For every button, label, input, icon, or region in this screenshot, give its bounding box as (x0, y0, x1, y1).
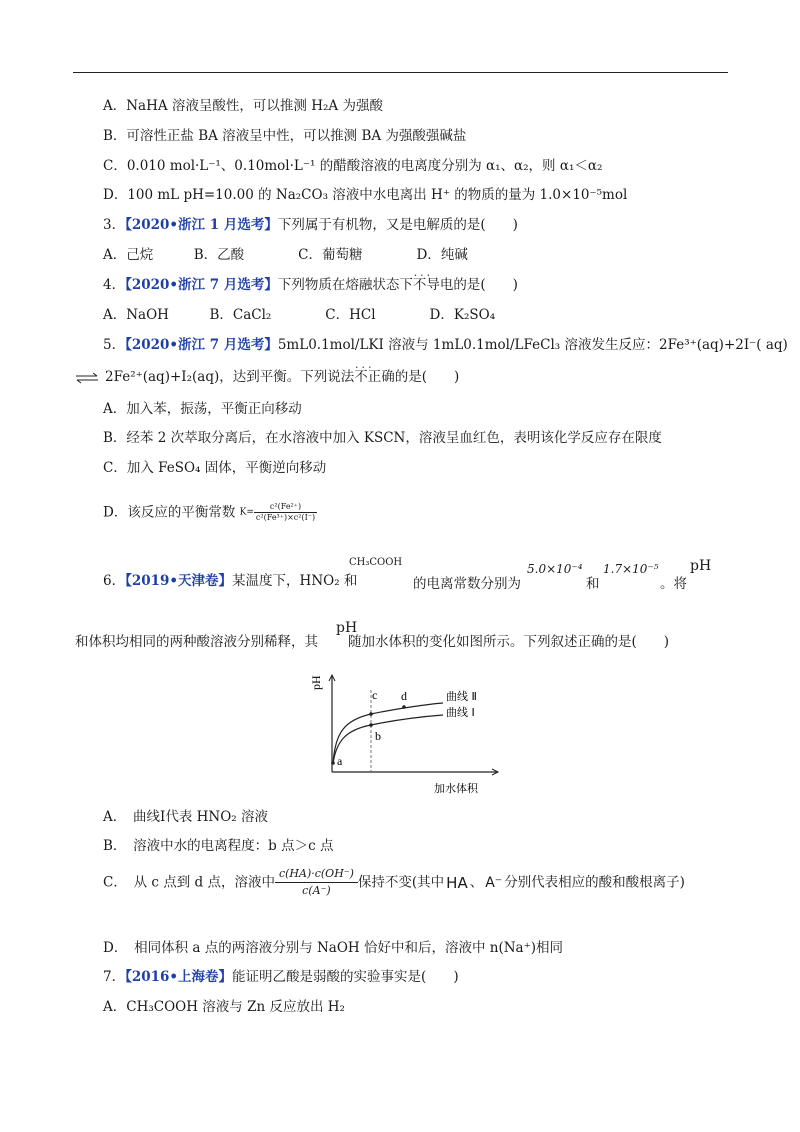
q6-stem-c: 。将 (660, 576, 687, 592)
q6c-text-a: C． 从 c 点到 d 点，溶液中 (103, 874, 275, 891)
q6c-denominator: c(A⁻) (302, 884, 331, 897)
point-b-label: b (375, 729, 381, 743)
y-axis-label: pH (309, 675, 323, 690)
question-4 (103, 276, 518, 294)
q6-stem-a: 某温度下，HNO₂ 和 (232, 573, 358, 589)
q5-stem-line-2 (75, 368, 459, 386)
q6-number: 6． (103, 573, 126, 589)
header-rule (73, 72, 728, 73)
q6-stem-e: 随加水体积的变化如图所示。下列叙述正确的是( ) (348, 634, 670, 650)
ph-dilution-svg (300, 672, 505, 797)
q5-equation-end: 2Fe²⁺(aq)+I₂(aq)，达到平衡。下列说法 (105, 369, 355, 385)
q7-source-tag: 【2016•上海卷】 (125, 969, 233, 985)
q6-ka-hno2: 5.0×10⁻⁴ (527, 562, 583, 576)
q6-stem-d: 和体积均相同的两种酸溶液分别稀释，其 (75, 634, 318, 650)
x-axis-label: 加水体积 (434, 782, 478, 795)
question-6 (103, 572, 357, 590)
question-3 (103, 216, 518, 234)
q2-option-b: B．可溶性正盐 BA 溶液呈中性，可以推测 BA 为强酸强碱盐 (103, 128, 467, 144)
q4-number: 4． (103, 277, 126, 293)
ph-dilution-figure (300, 672, 505, 797)
curve-1-label: 曲线 Ⅰ (446, 706, 475, 719)
q6-and: 和 (586, 576, 600, 592)
q3-source-tag: 【2020•浙江 1 月选考】 (125, 217, 278, 233)
q4-stem-a: 下列物质在熔融状态下 (277, 277, 413, 293)
q5-option-c: C．加入 FeSO₄ 固体，平衡逆向移动 (103, 460, 327, 476)
q6-source-tag: 【2019•天津卷】 (125, 573, 233, 589)
point-c-label: c (372, 688, 378, 702)
q4-options: A．NaOH B．CaCl₂ C．HCl D．K₂SO₄ (103, 307, 496, 323)
equilibrium-constant-fraction (254, 502, 317, 523)
q5d-k-label: K= (239, 507, 254, 518)
q3-stem: 下列属于有机物，又是电解质的是( ) (277, 217, 518, 233)
curve-2-label: 曲线 Ⅱ (446, 690, 477, 703)
q4-stem-b: 的是( ) (453, 277, 518, 293)
q2-option-d: D．100 mL pH=10.00 的 Na₂CO₃ 溶液中水电离出 H⁺ 的物质的量为 1.0×10⁻⁵mol (103, 187, 628, 203)
q6-stem-line-2 (75, 633, 669, 651)
q6-option-d: D． 相同体积 a 点的两溶液分别与 NaOH 恰好中和后，溶液中 n(Na⁺)相同 (103, 940, 563, 956)
point-d-label: d (401, 689, 407, 703)
q7-option-a: A．CH₃COOH 溶液与 Zn 反应放出 H₂ (103, 999, 345, 1015)
equilibrium-arrow-icon (75, 372, 99, 384)
q5-emphasis: • • • 不正确 (354, 369, 395, 385)
q5-option-d (103, 502, 317, 523)
q6c-fraction (275, 866, 358, 899)
q6c-text-c: 分别代表相应的酸和酸根离子) (504, 874, 685, 891)
q4-emphasis: • • • 不导电 (413, 277, 454, 293)
q6-ph-2: pH (336, 620, 358, 636)
k-numerator: c²(Fe²⁺) (254, 502, 317, 513)
question-5 (103, 336, 788, 354)
q3-number: 3． (103, 217, 126, 233)
k-denominator: c²(Fe³⁺)×c²(I⁻) (255, 513, 316, 522)
point-c (369, 712, 373, 716)
q6-option-c (103, 866, 685, 899)
q2-option-a: A．NaHA 溶液呈酸性，可以推测 H₂A 为强酸 (103, 98, 383, 114)
q5d-text: D．该反应的平衡常数 (103, 504, 236, 521)
q6-ph-1: pH (690, 558, 712, 574)
q2-option-c: C．0.010 mol·L⁻¹、0.10mol·L⁻¹ 的醋酸溶液的电离度分别为 α₁、α₂，则 α₁＜α₂ (103, 158, 603, 174)
point-a-label: a (337, 754, 343, 768)
ch3cooh-formula: CH₃COOH (349, 557, 403, 568)
q5-source-tag: 【2020•浙江 7 月选考】 (125, 337, 278, 353)
point-b (369, 723, 373, 727)
q5-stem: 5mL0.1mol/LKI 溶液与 1mL0.1mol/LFeCl₃ 溶液发生反应：2Fe³⁺(aq)+2I⁻( aq) (277, 337, 788, 353)
q6-stem-b: 的电离常数分别为 (413, 576, 521, 592)
q6-option-b: B． 溶液中水的电离程度：b 点＞c 点 (103, 838, 334, 854)
q6c-separator: 、 (469, 874, 484, 891)
point-d (402, 705, 406, 709)
q3-options: A．己烷 B．乙酸 C．葡萄糖 D．纯碱 (103, 247, 468, 263)
q7-stem: 能证明乙酸是弱酸的实验事实是( ) (232, 969, 459, 985)
q6-option-a: A． 曲线Ⅰ代表 HNO₂ 溶液 (103, 809, 268, 825)
q6c-ha: HA (446, 873, 468, 892)
q5-option-b: B．经苯 2 次萃取分离后，在水溶液中加入 KSCN，溶液呈血红色，表明该化学反应存在限度 (103, 430, 662, 446)
q6-ka-acetic: 1.7×10⁻⁵ (603, 562, 659, 576)
q6c-a-ion: A⁻ (485, 874, 503, 891)
q5-stem-end: 的是( ) (394, 369, 460, 385)
q4-source-tag: 【2020•浙江 7 月选考】 (125, 277, 278, 293)
q5-option-a: A．加入苯，振荡，平衡正向移动 (103, 401, 302, 417)
question-7 (103, 968, 459, 986)
q7-number: 7． (103, 969, 126, 985)
q6c-text-b: 保持不变(其中 (357, 874, 445, 891)
point-a (331, 761, 335, 765)
q5-number: 5． (103, 337, 126, 353)
q6c-numerator: c(HA)·c(OH⁻) (275, 866, 358, 883)
